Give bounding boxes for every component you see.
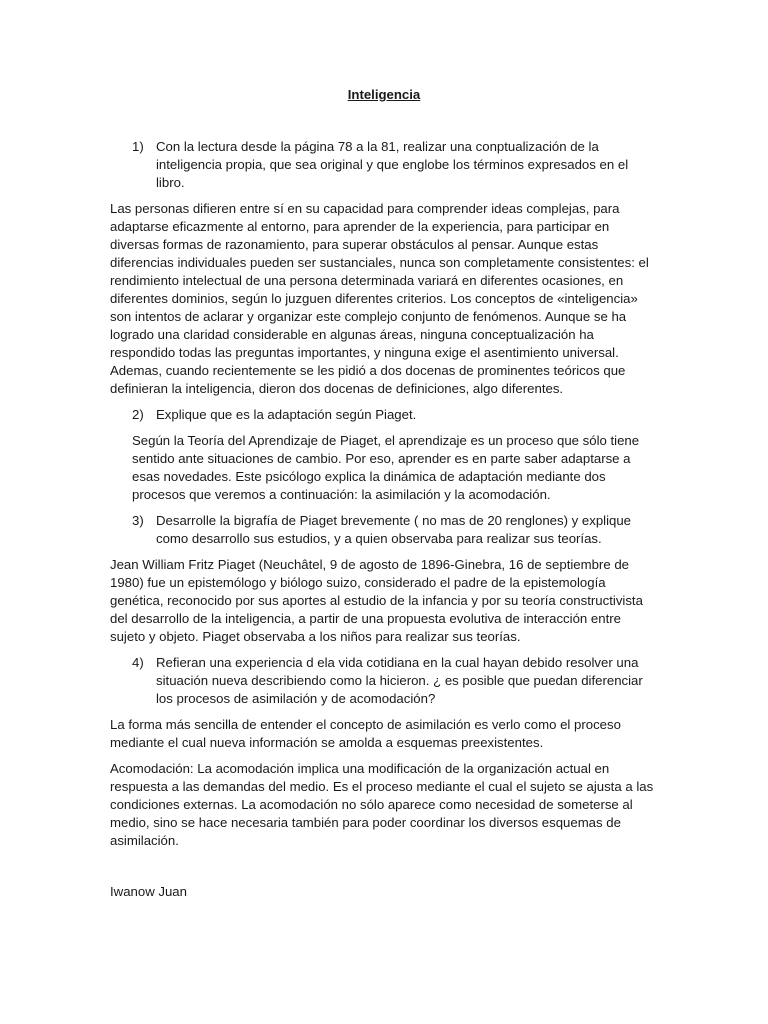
question-3 bbox=[132, 512, 658, 548]
author-signature: Iwanow Juan bbox=[110, 884, 187, 899]
question-text: Refieran una experiencia d ela vida cotidiana en la cual hayan debido resolver una situación nueva describiendo como la hicieron. ¿ es posible que puedan diferenciar los procesos de asimilación y de acomodación? bbox=[156, 655, 643, 706]
answer-3: Jean William Fritz Piaget (Neuchâtel, 9 de agosto de 1896-Ginebra, 16 de septiembre de 1980) fue un epistemólogo y biólogo suizo, considerado el padre de la epistemología genética, reconocido por sus aportes al estudio de la infancia y por su teoría constructivista del desarrollo de la inteligencia, a partir de una propuesta evolutiva de interacción entre sujeto y objeto. Piaget observaba a los niños para realizar sus teorías. bbox=[110, 557, 643, 644]
question-2 bbox=[132, 406, 658, 424]
question-text: Con la lectura desde la página 78 a la 81, realizar una conptualización de la inteligencia propia, que sea original y que englobe los términos expresados en el libro. bbox=[156, 139, 629, 190]
answer-4-asimilacion: La forma más sencilla de entender el concepto de asimilación es verlo como el proceso mediante el cual nueva información se amolda a esquemas preexistentes. bbox=[110, 717, 621, 750]
document-body bbox=[110, 86, 658, 901]
answer-4-acomodacion: Acomodación: La acomodación implica una modificación de la organización actual en respuesta a las demandas del medio. Es el proceso mediante el cual el sujeto se ajusta a las condiciones externas. La acomodación no sólo aparece como necesidad de someterse al medio, sino se hace necesaria también para poder coordinar los diversos esquemas de asimilación. bbox=[110, 761, 654, 848]
question-number: 4) bbox=[132, 655, 144, 670]
answer-1: Las personas difieren entre sí en su capacidad para comprender ideas complejas, para adaptarse eficazmente al entorno, para aprender de la experiencia, para participar en diversas formas de razonamiento, para superar obstáculos al pensar. Aunque estas diferencias individuales pueden ser sustanciales, nunca son completamente consistentes: el rendimiento intelectual de una persona determinada variará en diferentes ocasiones, en diferentes dominios, según lo juzguen diferentes criterios. Los conceptos de «inteligencia» son intentos de aclarar y organizar este complejo conjunto de fenómenos. Aunque se ha logrado una claridad considerable en algunas áreas, ninguna conceptualización ha respondido todas las preguntas importantes, y ninguna exige el asentimiento universal. Ademas, cuando recientemente se les pidió a dos docenas de prominentes teóricos que definieran la inteligencia, dieron dos docenas de definiciones, algo diferentes. bbox=[110, 201, 649, 396]
answer-2: Según la Teoría del Aprendizaje de Piaget, el aprendizaje es un proceso que sólo tiene sentido ante situaciones de cambio. Por eso, aprender es en parte saber adaptarse a esas novedades. Este psicólogo explica la dinámica de adaptación mediante dos procesos que veremos a continuación: la asimilación y la acomodación. bbox=[132, 433, 640, 502]
question-number: 3) bbox=[132, 513, 144, 528]
question-number: 1) bbox=[132, 139, 144, 154]
question-number: 2) bbox=[132, 407, 144, 422]
question-text: Desarrolle la bigrafía de Piaget brevemente ( no mas de 20 renglones) y explique como desarrollo sus estudios, y a quien observaba para realizar sus teorías. bbox=[156, 513, 632, 546]
question-1 bbox=[132, 138, 658, 192]
question-4 bbox=[132, 654, 658, 708]
document-title: Inteligencia bbox=[347, 87, 421, 102]
question-text: Explique que es la adaptación según Piaget. bbox=[156, 407, 417, 422]
